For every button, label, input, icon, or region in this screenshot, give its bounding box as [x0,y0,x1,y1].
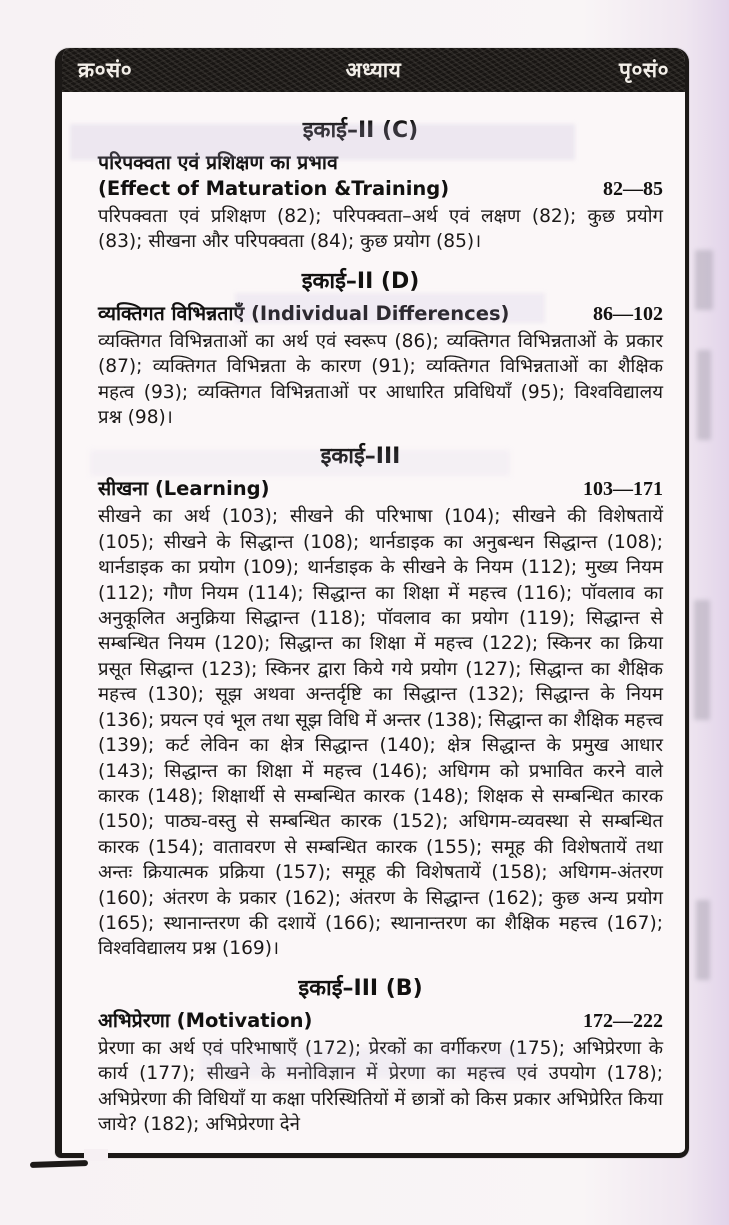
page-range: 103—171 [583,478,663,501]
margin-bleed-mark [696,900,710,980]
title-extra-lines [98,150,663,176]
section-body: सीखने का अर्थ (103); सीखने की परिभाषा (104); सीखने की विशेषतायें (105); सीखने के सिद्धान्त (108); थार्नडाइक का अनुबन्धन सिद्धान्त (108); थार्नडाइक का प्रयोग (109); थार्नडाइक के सीखने के नियम (112); मुख्य नियम (112); गौण नियम (114); सिद्धान्त का शिक्षा में महत्त्व (116); पॉवलाव का अनुकूलित अनुक्रिया सिद्धान्त (118); पॉवलाव का प्रयोग (119); सिद्धान्त से सम्बन्धित नियम (120); सिद्धान्त का शिक्षा में महत्त्व (122); स्किनर का क्रिया प्रसूत सिद्धान्त (123); स्किनर द्वारा किये गये प्रयोग (127); सिद्धान्त का शैक्षिक महत्त्व (130); सूझ अथवा अन्तर्दृष्टि का सिद्धान्त (132); सिद्धान्त के नियम (136); प्रयत्न एवं भूल तथा सूझ विधि में अन्तर (138); सिद्धान्त का शैक्षिक महत्त्व (139); कर्ट लेविन का क्षेत्र सिद्धान्त (140); क्षेत्र सिद्धान्त के प्रमुख आधार (143); सिद्धान्त का शिक्षा में महत्त्व (146); अधिगम को प्रभावित करने वाले कारक (148); शिक्षार्थी से सम्बन्धित कारक (148); शिक्षक से सम्बन्धित कारक (150); पाठ्य-वस्तु से सम्बन्धित कारक (152); अधिगम-व्यवस्था से सम्बन्धित कारक (154); वातावरण से सम्बन्धित कारक (155); समूह की विशेषतायें तथा अन्तः क्रियात्मक प्रक्रिया (157); समूह की विशेषतायें (158); अधिगम-अंतरण (160); अंतरण के प्रकार (162); अंतरण के सिद्धान्त (162); कुछ अन्य प्रयोग (165); स्थानान्तरण की दशायें (166); स्थानान्तरण का शैक्षिक महत्त्व (167); विश्वविद्यालय प्रश्न (169)। [98,506,663,960]
margin-bleed-mark [697,350,711,440]
table-header-bar [62,48,685,92]
section-body: प्रेरणा का अर्थ एवं परिभाषाएँ (172); प्रेरकों का वर्गीकरण (175); अभिप्रेरणा के कार्य (177); सीखने के मनोविज्ञान में प्रेरणा का महत्त्व एवं उपयोग (178); अभिप्रेरणा की विधियाँ या कक्षा परिस्थितियों में छात्रों को किस प्रकार अभिप्रेरित किया जाये? (182); अभिप्रेरणा देने [98,1037,663,1135]
unit-heading: इकाई–III [320,444,401,470]
section-title-line: परिपक्वता एवं प्रशिक्षण का प्रभाव [98,151,338,174]
section-body: व्यक्तिगत विभिन्नताओं का अर्थ एवं स्वरूप (86); व्यक्तिगत विभिन्नताओं के प्रकार (87); व्यक्तिगत विभिन्नता के कारण (91); व्यक्तिगत विभिन्नताओं का शैक्षिक महत्व (93); व्यक्तिगत विभिन्नताओं पर आधारित प्रविधियाँ (95); विश्वविद्यालय प्रश्न (98)। [98,330,663,429]
title-row [98,301,663,327]
margin-bleed-mark [694,600,710,720]
sections [62,92,685,1137]
unit-heading: इकाई–II (D) [301,268,420,294]
unit-heading: इकाई–III (B) [298,975,423,1001]
page-range: 82—85 [603,178,663,200]
section-title: (Effect of Maturation &Training) [98,177,450,200]
title-row [98,1008,663,1034]
toc-section [98,972,663,1138]
section-title: अभिप्रेरणा (Motivation) [98,1008,313,1032]
margin-bleed-mark [695,250,713,310]
section-body: परिपक्वता एवं प्रशिक्षण (82); परिपक्वता–अर्थ एवं लक्षण (82); कुछ प्रयोग (83); सीखना और परिपक्वता (84); कुछ प्रयोग (85)। [98,206,663,253]
border-smudge [30,1160,88,1168]
toc-section [98,440,663,961]
unit-heading: इकाई–II (C) [302,118,419,143]
page-range: 172—222 [583,1009,663,1032]
page-range: 86—102 [593,302,663,325]
header-serial-number-label: क्र०सं० [78,58,133,82]
header-chapter-label: अध्याय [345,58,402,82]
section-title: व्यक्तिगत विभिन्नताएँ (Individual Differences) [98,301,510,325]
header-page-number-label: पृ०सं० [619,58,669,82]
toc-section [98,265,663,431]
toc-section [98,114,663,255]
contents-box [55,48,689,1158]
title-row [98,476,663,502]
section-title: सीखना (Learning) [98,477,270,501]
title-row [98,176,663,202]
